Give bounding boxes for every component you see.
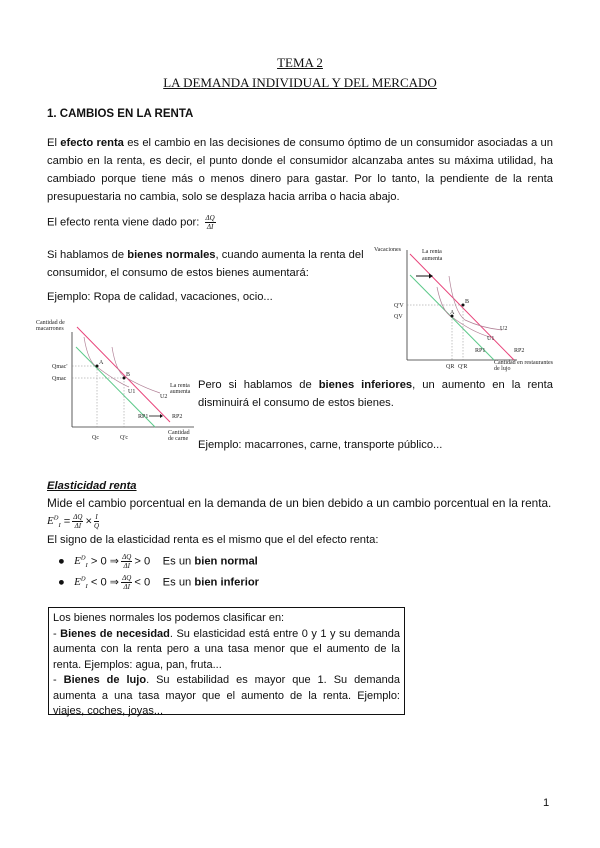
svg-text:Cantidad de: Cantidad de — [36, 320, 65, 326]
normal-goods-example: Ejemplo: Ropa de calidad, vacaciones, ocio... — [47, 291, 273, 303]
page-number: 1 — [543, 797, 550, 809]
inferior-goods-example: Ejemplo: macarrones, carne, transporte público... — [198, 439, 443, 451]
svg-text:aumenta: aumenta — [422, 256, 443, 262]
normal-goods-diagram — [372, 242, 562, 372]
bullet-inferior-good: ● $E^D_I < 0$ ⇒ $\frac{\Delta Q}{\Delta I}$ < 0 Es un bien inferior — [58, 574, 260, 591]
normal-goods-classification-box: Los bienes normales los podemos clasificar en: - Bienes de necesidad. Su elasticidad está entre 0 y 1 y su demanda aumenta con la renta pero a una tasa menor que el aumento de la renta. Ejemplos: agua, pan, fruta... - Bienes de lujo. Su estabilidad es mayor que 1. Su demanda aumenta a una tasa mayor que el aumento de la renta. Ejemplo: viajes, coches, joyas... — [48, 607, 405, 715]
svg-text:Qmac: Qmac — [52, 376, 67, 382]
inferior-goods-diagram — [32, 317, 202, 447]
document-title: LA DEMANDA INDIVIDUAL Y DEL MERCADO — [163, 75, 437, 90]
svg-text:macarrones: macarrones — [36, 326, 64, 332]
svg-text:RP1: RP1 — [138, 414, 149, 420]
svg-text:La renta: La renta — [422, 249, 442, 255]
svg-text:A: A — [99, 360, 104, 366]
svg-text:Cantidad: Cantidad — [168, 430, 190, 436]
topic-title: TEMA 2 — [277, 55, 323, 70]
elasticity-heading: Elasticidad renta — [47, 480, 137, 492]
budget-line-rp2 — [410, 254, 514, 360]
section-heading: 1. CAMBIOS EN LA RENTA — [47, 108, 194, 120]
income-effect-formula: El efecto renta viene dado por: $\frac{\Delta Q}{\Delta I}$ — [47, 214, 215, 231]
svg-text:Q'R: Q'R — [458, 364, 468, 370]
svg-text:QR: QR — [446, 364, 455, 370]
normal-goods-paragraph: Si hablamos de bienes normales, cuando aumenta la renta del consumidor, el consumo de estos bienes aumentará: — [47, 249, 364, 279]
svg-text:aumenta: aumenta — [170, 389, 191, 395]
svg-text:U1: U1 — [128, 389, 136, 395]
elasticity-definition: Mide el cambio porcentual en la demanda de un bien debido a un cambio porcentual en la renta. — [47, 496, 552, 510]
elasticity-sign-text: El signo de la elasticidad renta es el mismo que el del efecto renta: — [47, 534, 379, 546]
svg-text:de carne: de carne — [168, 436, 189, 442]
income-effect-paragraph: El efecto renta es el cambio en las decisiones de consumo óptimo de un consumidor asociadas a un cambio en la renta, es decir, el punto donde el consumidor alcanzaba antes su máxima utilidad, ha cambiado porque tiene más o menos dinero para gastar. Por lo tanto, la pendiente de la renta presupuestaria no cambia, solo se desplaza hacia arriba o hacia abajo. — [47, 137, 553, 203]
svg-text:A: A — [450, 310, 455, 316]
svg-text:QV: QV — [394, 314, 403, 320]
svg-text:Cantidad en restaurantes: Cantidad en restaurantes — [494, 360, 553, 366]
svg-text:RP2: RP2 — [514, 348, 525, 354]
svg-text:La renta: La renta — [170, 383, 190, 389]
svg-text:Vacaciones: Vacaciones — [374, 247, 401, 253]
budget-line-rp2 — [77, 327, 170, 422]
svg-text:U1: U1 — [487, 336, 495, 342]
svg-text:Qc: Qc — [92, 435, 99, 441]
svg-text:de lujo: de lujo — [494, 366, 511, 372]
bullet-normal-good: ● $E^D_I > 0$ ⇒ $\frac{\Delta Q}{\Delta I}$ > 0 Es un bien normal — [58, 553, 258, 570]
svg-text:B: B — [465, 299, 470, 305]
svg-text:Q'c: Q'c — [120, 435, 129, 441]
svg-text:U2: U2 — [500, 326, 508, 332]
svg-text:U2: U2 — [160, 394, 168, 400]
svg-text:RP1: RP1 — [475, 348, 486, 354]
svg-text:Q'V: Q'V — [394, 303, 404, 309]
inferior-goods-paragraph: Pero si hablamos de bienes inferiores, un aumento en la renta disminuirá el consumo de estos bienes. — [198, 379, 553, 409]
elasticity-formula: $E^D_I$ = $\frac{\Delta Q}{\Delta I}$ × $\frac{I}{Q}$ — [47, 513, 100, 530]
svg-text:B: B — [126, 372, 131, 378]
svg-text:Qmac': Qmac' — [52, 364, 68, 370]
svg-text:RP2: RP2 — [172, 414, 183, 420]
